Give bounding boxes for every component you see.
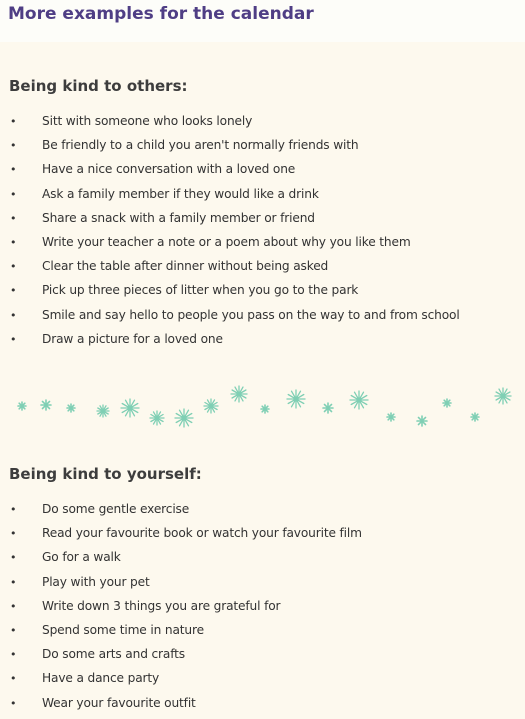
- sparkle-icon: [323, 403, 333, 413]
- list-item: [0, 622, 525, 646]
- list-item: [0, 186, 525, 210]
- list-item-text: Draw a picture for a loved one: [42, 331, 223, 346]
- list-item: [0, 574, 525, 598]
- bullet-icon: •: [10, 187, 17, 201]
- list-item-text: Write your teacher a note or a poem about why you like them: [42, 234, 411, 249]
- sparkle-icon: [150, 411, 164, 425]
- section-heading-kind-to-others: Being kind to others:: [9, 77, 188, 95]
- kind-to-others-list: [0, 113, 525, 355]
- list-item-text: Do some gentle exercise: [42, 502, 190, 516]
- bullet-icon: •: [10, 163, 17, 177]
- sparkle-icon: [121, 399, 139, 417]
- sparkle-icon: [67, 404, 75, 412]
- list-item-text: Have a nice conversation with a loved one: [42, 162, 296, 177]
- sparkle-icon: [471, 413, 479, 421]
- list-item: [0, 234, 525, 258]
- list-item: [0, 670, 525, 694]
- list-item: [0, 137, 525, 161]
- list-item-text: Ask a family member if they would like a drink: [42, 186, 319, 201]
- list-item: [0, 525, 525, 549]
- list-item-text: Play with your pet: [42, 574, 150, 589]
- sparkle-icon: [97, 405, 109, 417]
- sparkle-icon: [287, 390, 305, 408]
- list-item-text: Be friendly to a child you aren't normally friends with: [42, 138, 359, 153]
- list-item: [0, 113, 525, 137]
- bullet-icon: •: [10, 623, 17, 637]
- bullet-icon: •: [10, 139, 17, 153]
- bullet-icon: •: [10, 308, 17, 322]
- list-item-text: Write down 3 things you are grateful for: [42, 598, 281, 613]
- sparkle-icon: [443, 399, 451, 407]
- bullet-icon: •: [10, 115, 17, 128]
- list-item: [0, 501, 525, 525]
- list-item-text: Read your favourite book or watch your favourite film: [42, 526, 362, 541]
- bullet-icon: •: [10, 260, 17, 274]
- list-item-text: Have a dance party: [42, 671, 160, 686]
- sparkle-icon: [18, 402, 26, 410]
- list-item: [0, 598, 525, 622]
- sparkle-icon: [387, 413, 395, 421]
- sparkle-icon: [350, 391, 368, 409]
- list-item: [0, 210, 525, 234]
- sparkle-icon: [41, 400, 51, 410]
- sparkle-icon: [495, 388, 511, 404]
- list-item-text: Sitt with someone who looks lonely: [42, 114, 253, 128]
- kind-to-yourself-list: [0, 501, 525, 719]
- sparkle-icon: [231, 386, 247, 402]
- page-title: More examples for the calendar: [8, 4, 314, 24]
- list-item: [0, 282, 525, 306]
- bullet-icon: •: [10, 235, 17, 249]
- bullet-icon: •: [10, 575, 17, 589]
- list-item: [0, 549, 525, 573]
- list-item: [0, 161, 525, 185]
- bullet-icon: •: [10, 527, 17, 541]
- bullet-icon: •: [10, 599, 17, 613]
- sparkle-icon: [417, 416, 427, 426]
- bullet-icon: •: [10, 503, 17, 516]
- sparkle-icon: [261, 405, 269, 413]
- bullet-icon: •: [10, 672, 17, 686]
- bullet-icon: •: [10, 332, 17, 346]
- list-item-text: Do some arts and crafts: [42, 647, 185, 662]
- bullet-icon: •: [10, 211, 17, 225]
- bullet-icon: •: [10, 284, 17, 298]
- list-item-text: Wear your favourite outfit: [42, 695, 196, 710]
- page-header: [0, 0, 525, 42]
- list-item: [0, 331, 525, 355]
- bullet-icon: •: [10, 648, 17, 662]
- list-item: [0, 646, 525, 670]
- sparkle-divider: [0, 375, 525, 435]
- list-item-text: Pick up three pieces of litter when you go to the park: [42, 283, 359, 298]
- list-item-text: Go for a walk: [42, 550, 121, 565]
- bullet-icon: •: [10, 551, 17, 565]
- list-item: [0, 258, 525, 282]
- bullet-icon: •: [10, 696, 17, 710]
- list-item: [0, 307, 525, 331]
- list-item-text: Spend some time in nature: [42, 622, 204, 637]
- list-item-text: Share a snack with a family member or friend: [42, 210, 315, 225]
- list-item: [0, 695, 525, 719]
- section-heading-kind-to-yourself: Being kind to yourself:: [9, 465, 202, 483]
- list-item-text: Smile and say hello to people you pass on the way to and from school: [42, 307, 460, 322]
- sparkle-icon: [204, 399, 218, 413]
- sparkle-icon: [175, 409, 193, 427]
- list-item-text: Clear the table after dinner without being asked: [42, 259, 329, 274]
